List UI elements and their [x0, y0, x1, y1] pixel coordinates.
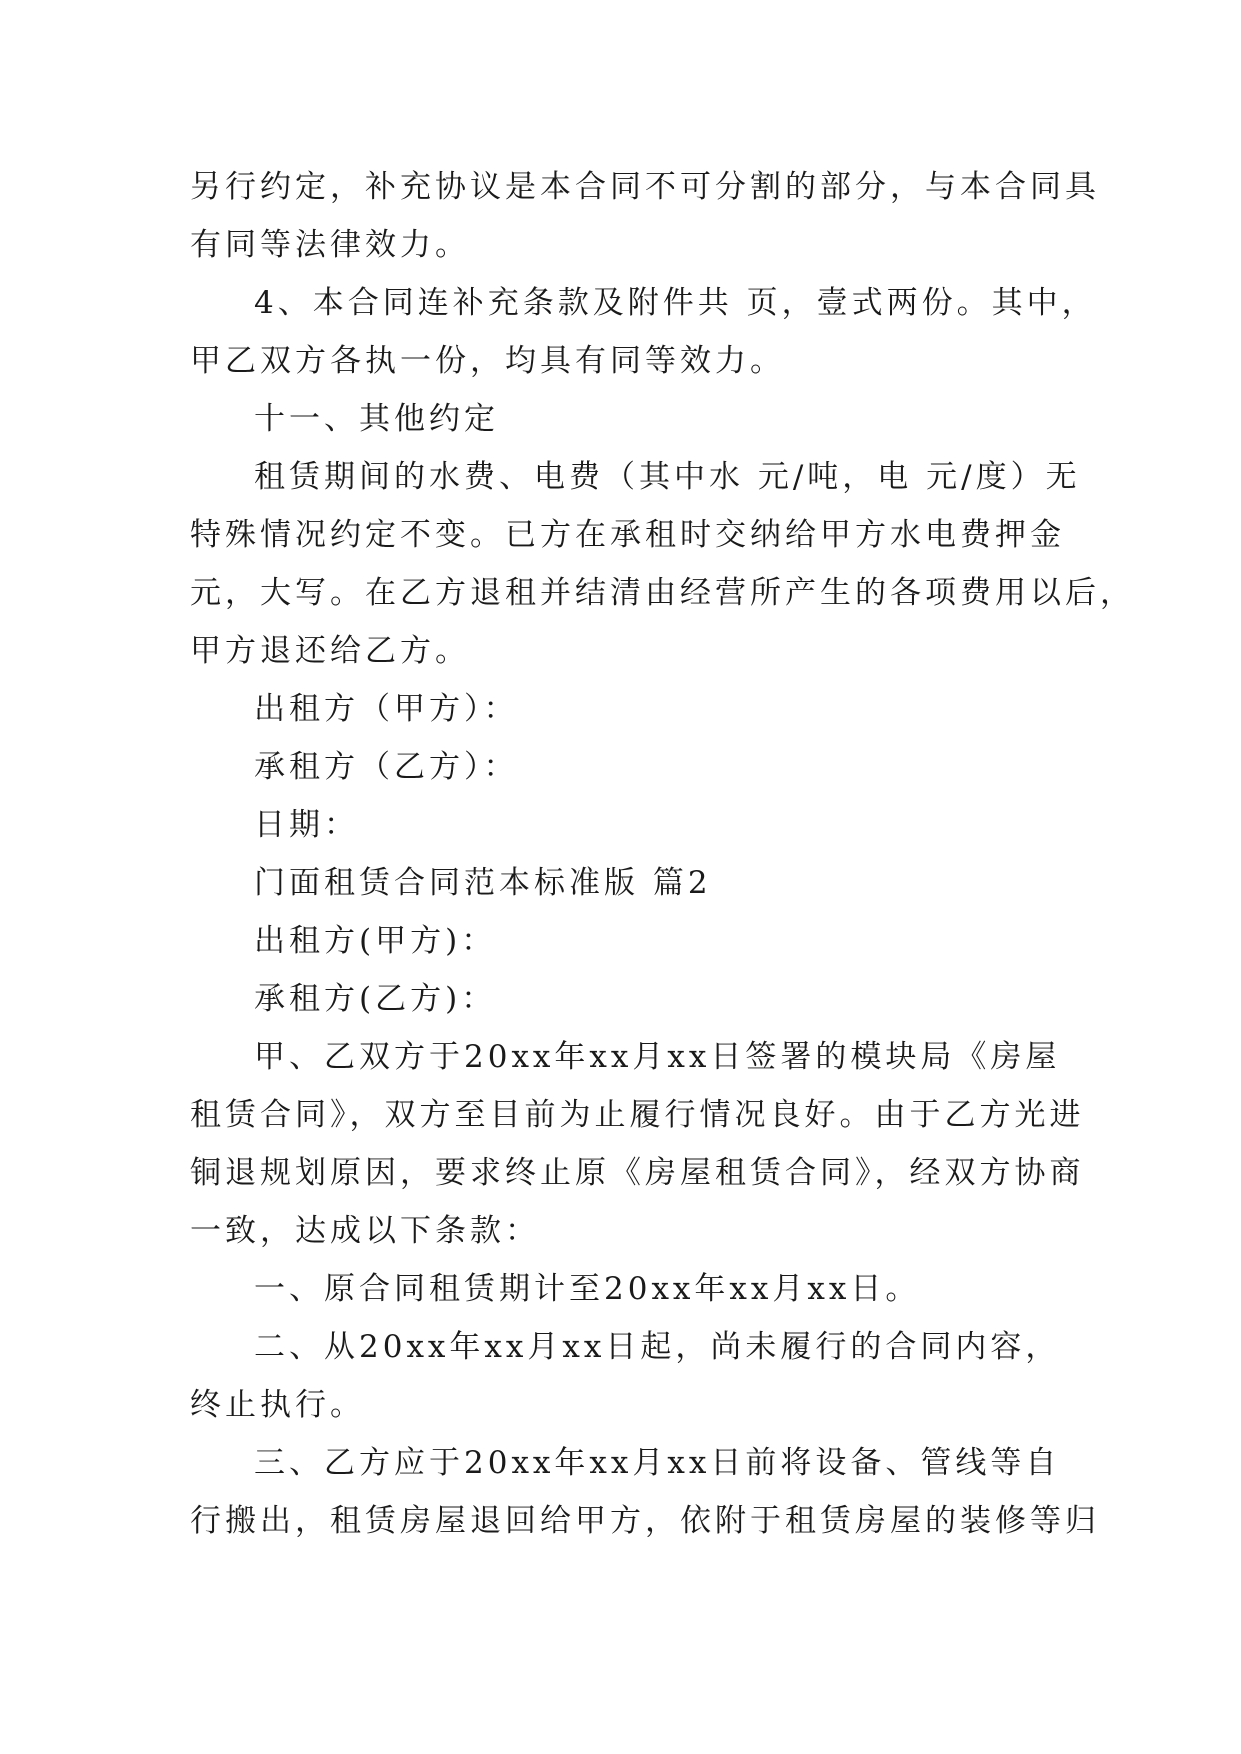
text-line-16: 甲、乙双方于20xx年xx月xx日签署的模块局《房屋	[254, 1039, 1061, 1075]
party-lessee: 承租方(乙方)：	[254, 981, 497, 1017]
clause-2: 二、从20xx年xx月xx日起，尚未履行的合同内容，	[254, 1329, 1061, 1365]
signature-date: 日期：	[254, 807, 359, 843]
text-line-17: 租赁合同》，双方至目前为止履行情况良好。由于乙方光进	[190, 1097, 1085, 1133]
text-line-7: 特殊情况约定不变。已方在承租时交纳给甲方水电费押金	[190, 517, 1065, 553]
signature-lessee: 承租方（乙方）：	[254, 749, 519, 785]
text-line-18: 铜退规划原因，要求终止原《房屋租赁合同》，经双方协商	[190, 1155, 1085, 1191]
text-line-1: 另行约定，补充协议是本合同不可分割的部分，与本合同具	[190, 169, 1100, 205]
text-line-6: 租赁期间的水费、电费（其中水 元/吨，电 元/度）无	[254, 459, 1081, 495]
section-title-part-2: 门面租赁合同范本标准版 篇2	[254, 865, 712, 901]
clause-3: 三、乙方应于20xx年xx月xx日前将设备、管线等自	[254, 1445, 1061, 1481]
clause-1: 一、原合同租赁期计至20xx年xx月xx日。	[254, 1271, 921, 1307]
signature-lessor: 出租方（甲方）：	[254, 691, 519, 727]
text-line-2: 有同等法律效力。	[190, 227, 470, 263]
text-line-3: 4、本合同连补充条款及附件共 页，壹式两份。其中，	[254, 285, 1097, 321]
text-line-8: 元，大写。在乙方退租并结清由经营所产生的各项费用以后，	[190, 575, 1135, 611]
text-line-9: 甲方退还给乙方。	[190, 633, 470, 669]
text-line-24: 行搬出，租赁房屋退回给甲方，依附于租赁房屋的装修等归	[190, 1503, 1100, 1539]
section-heading-other-terms: 十一、其他约定	[254, 401, 499, 437]
party-lessor: 出租方(甲方)：	[254, 923, 497, 959]
text-line-4: 甲乙双方各执一份，均具有同等效力。	[190, 343, 785, 379]
text-line-19: 一致，达成以下条款：	[190, 1213, 540, 1249]
text-line-22: 终止执行。	[190, 1387, 365, 1423]
document-page	[190, 158, 1135, 1550]
